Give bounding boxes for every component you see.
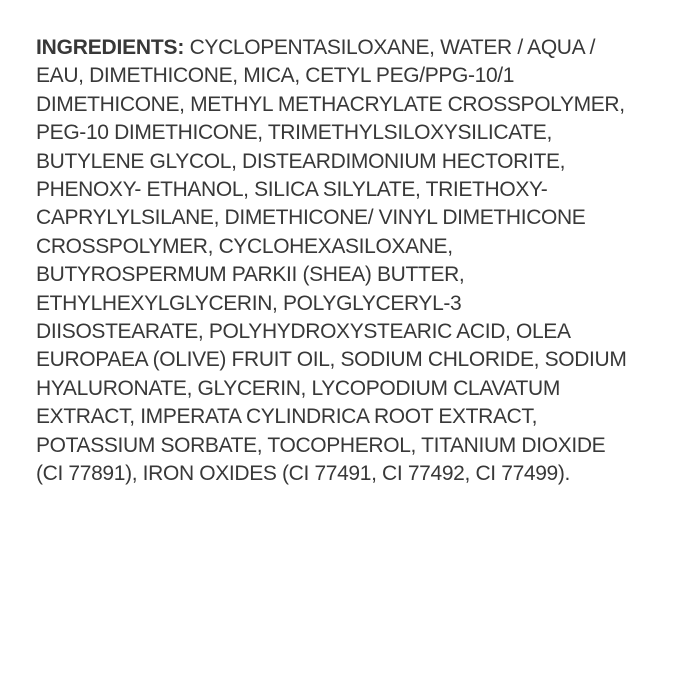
- ingredients-line: PEG-10 DIMETHICONE, TRIMETHYLSILOXYSILICATE,: [36, 121, 552, 145]
- ingredients-line: (CI 77891), IRON OXIDES (CI 77491, CI 77492, CI 77499).: [36, 462, 571, 486]
- ingredients-heading: INGREDIENTS:: [36, 36, 185, 59]
- ingredients-line: [36, 34, 656, 62]
- ingredients-line: CAPRYLYLSILANE, DIMETHICONE/ VINYL DIMETHICONE: [36, 206, 586, 230]
- ingredients-line: POTASSIUM SORBATE, TOCOPHEROL, TITANIUM DIOXIDE: [36, 433, 606, 457]
- ingredients-panel: [36, 34, 656, 489]
- ingredients-line: CROSSPOLYMER, CYCLOHEXASILOXANE,: [36, 234, 453, 258]
- ingredients-line: DIMETHICONE, METHYL METHACRYLATE CROSSPOLYMER,: [36, 92, 625, 116]
- ingredients-line: PHENOXY- ETHANOL, SILICA SILYLATE, TRIETHOXY-: [36, 178, 548, 202]
- ingredients-line: ETHYLHEXYLGLYCERIN, POLYGLYCERYL-3: [36, 291, 462, 315]
- ingredients-line: EUROPAEA (OLIVE) FRUIT OIL, SODIUM CHLORIDE, SODIUM: [36, 348, 627, 372]
- ingredients-line: EXTRACT, IMPERATA CYLINDRICA ROOT EXTRACT,: [36, 405, 538, 429]
- ingredients-line: EAU, DIMETHICONE, MICA, CETYL PEG/PPG-10/1: [36, 64, 515, 88]
- ingredients-line: BUTYROSPERMUM PARKII (SHEA) BUTTER,: [36, 263, 465, 287]
- ingredients-line: HYALURONATE, GLYCERIN, LYCOPODIUM CLAVATUM: [36, 376, 560, 400]
- ingredients-line: BUTYLENE GLYCOL, DISTEARDIMONIUM HECTORITE,: [36, 149, 566, 173]
- ingredients-line-text: CYCLOPENTASILOXANE, WATER / AQUA /: [189, 36, 596, 59]
- ingredients-line: DIISOSTEARATE, POLYHYDROXYSTEARIC ACID, OLEA: [36, 320, 571, 344]
